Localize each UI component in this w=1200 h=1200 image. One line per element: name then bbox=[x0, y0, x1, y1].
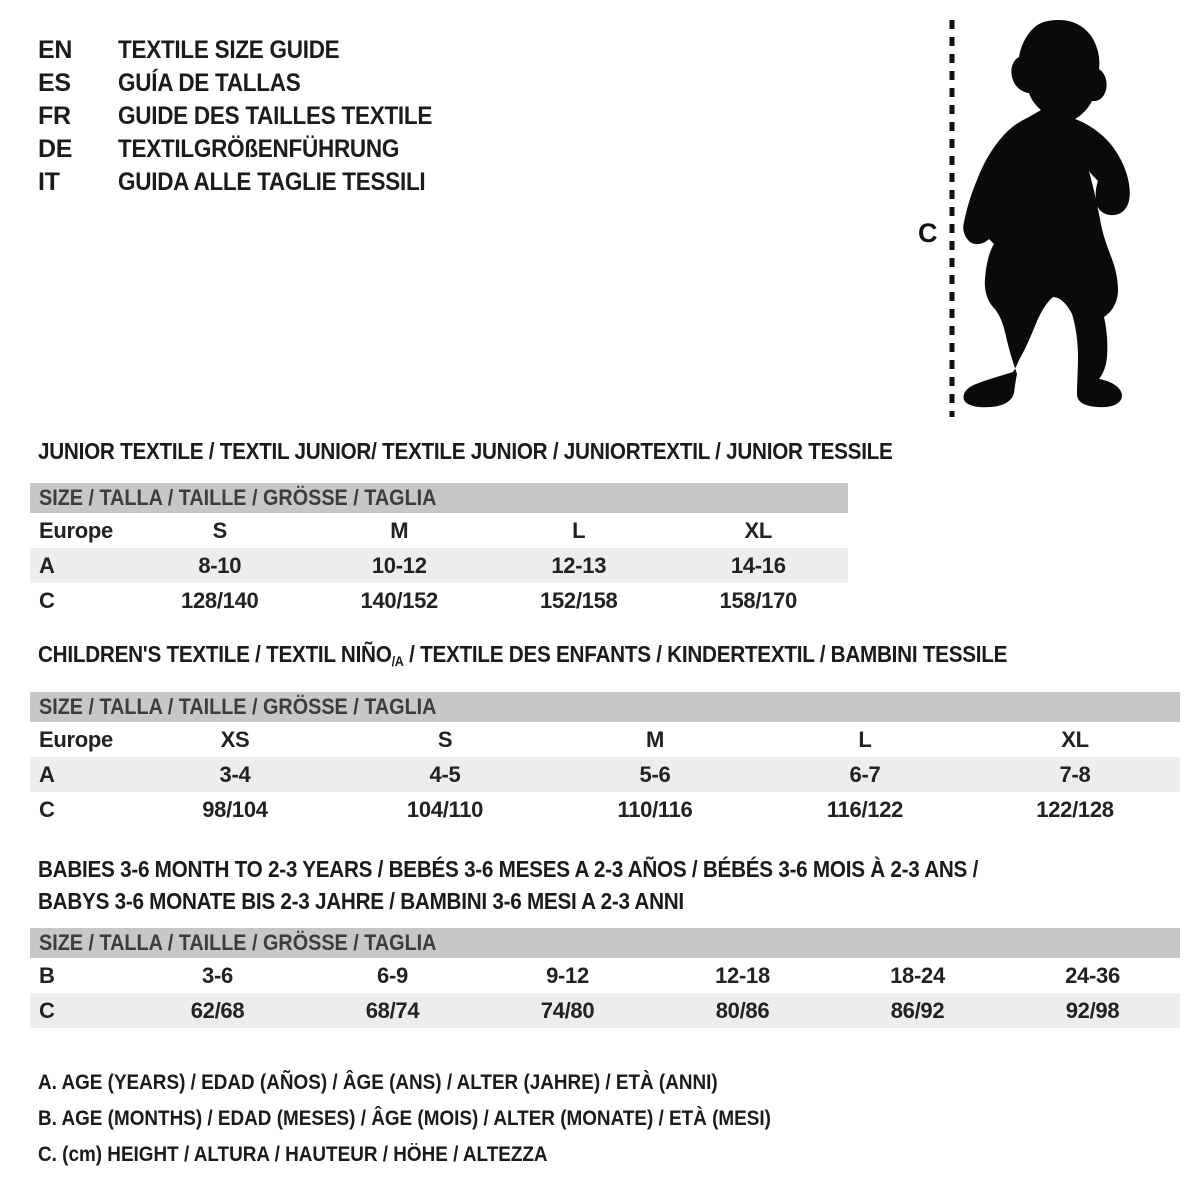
height-cell: 128/140 bbox=[181, 587, 259, 613]
row-label: A bbox=[39, 761, 55, 787]
size-header-label: SIZE / TALLA / TAILLE / GRÖSSE / TAGLIA bbox=[39, 694, 437, 719]
age-cell: 24-36 bbox=[1065, 962, 1120, 988]
size-header-label: SIZE / TALLA / TAILLE / GRÖSSE / TAGLIA bbox=[39, 485, 437, 510]
age-cell: 6-7 bbox=[849, 761, 881, 787]
row-label: C bbox=[39, 796, 55, 822]
height-cell: 140/152 bbox=[360, 587, 438, 613]
height-cell: 86/92 bbox=[890, 997, 945, 1023]
language-code: FR bbox=[38, 102, 71, 130]
height-cell: 152/158 bbox=[540, 587, 618, 613]
size-cell: S bbox=[212, 517, 227, 543]
age-cell: 4-5 bbox=[429, 761, 461, 787]
size-header-bar bbox=[30, 928, 1180, 958]
table-row bbox=[30, 548, 848, 583]
height-cell: 68/74 bbox=[365, 997, 420, 1023]
height-cell: 98/104 bbox=[202, 796, 268, 822]
table-row bbox=[30, 958, 1180, 993]
children-heading-post: / TEXTILE DES ENFANTS / KINDERTEXTIL / BAMBINI TESSILE bbox=[403, 641, 1008, 667]
row-label: C bbox=[39, 997, 55, 1023]
age-cell: 12-13 bbox=[551, 552, 607, 578]
table-row bbox=[30, 993, 1180, 1028]
row-label: Europe bbox=[39, 517, 113, 543]
junior-section-heading: JUNIOR TEXTILE / TEXTIL JUNIOR/ TEXTILE JUNIOR / JUNIORTEXTIL / JUNIOR TESSILE bbox=[38, 438, 893, 464]
language-title: GUIDE DES TAILLES TEXTILE bbox=[118, 102, 433, 130]
size-cell: S bbox=[437, 726, 453, 752]
height-cell: 158/170 bbox=[719, 587, 797, 613]
language-row bbox=[38, 100, 467, 133]
baby-figure bbox=[900, 0, 1200, 430]
age-cell: 6-9 bbox=[377, 962, 408, 988]
size-cell: XL bbox=[1061, 726, 1089, 752]
language-title-list bbox=[38, 34, 467, 199]
babies-size-table bbox=[30, 928, 1180, 1028]
size-cell: L bbox=[858, 726, 872, 752]
table-row bbox=[30, 583, 848, 618]
height-cell: 80/86 bbox=[715, 997, 770, 1023]
size-header-bar bbox=[30, 692, 1180, 722]
language-code: ES bbox=[38, 69, 71, 97]
legend-line-b: B. AGE (MONTHS) / EDAD (MESES) / ÂGE (MOIS) / ALTER (MONATE) / ETÀ (MESI) bbox=[38, 1107, 771, 1130]
legend-line-c: C. (cm) HEIGHT / ALTURA / HAUTEUR / HÖHE / ALTEZZA bbox=[38, 1143, 548, 1166]
junior-size-table bbox=[30, 483, 848, 618]
size-cell: L bbox=[572, 517, 586, 543]
height-cell: 92/98 bbox=[1065, 997, 1120, 1023]
age-cell: 7-8 bbox=[1059, 761, 1091, 787]
age-cell: 5-6 bbox=[639, 761, 671, 787]
children-size-table bbox=[30, 692, 1180, 827]
size-cell: M bbox=[390, 517, 409, 543]
language-title: TEXTILGRÖßENFÜHRUNG bbox=[118, 135, 400, 163]
age-cell: 3-6 bbox=[202, 962, 233, 988]
language-code: IT bbox=[38, 168, 60, 196]
table-row bbox=[30, 722, 1180, 757]
age-cell: 18-24 bbox=[890, 962, 945, 988]
height-cell: 110/116 bbox=[617, 796, 693, 822]
size-cell: M bbox=[645, 726, 665, 752]
babies-section-heading-line1: BABIES 3-6 MONTH TO 2-3 YEARS / BEBÉS 3-6 MESES A 2-3 AÑOS / BÉBÉS 3-6 MOIS À 2-3 ANS / bbox=[38, 856, 979, 882]
language-code: EN bbox=[38, 36, 73, 64]
language-title: GUÍA DE TALLAS bbox=[118, 69, 301, 97]
age-cell: 10-12 bbox=[371, 552, 427, 578]
size-header-bar bbox=[30, 483, 848, 513]
height-cell: 62/68 bbox=[190, 997, 245, 1023]
table-row bbox=[30, 792, 1180, 827]
height-cell: 116/122 bbox=[826, 796, 904, 822]
height-label: C bbox=[918, 218, 938, 248]
language-row bbox=[38, 34, 467, 67]
children-heading-pre: CHILDREN'S TEXTILE / TEXTIL NIÑO bbox=[38, 641, 392, 667]
children-heading-subscript: /A bbox=[391, 653, 404, 669]
language-row bbox=[38, 166, 467, 199]
baby-silhouette bbox=[963, 20, 1130, 407]
table-row bbox=[30, 757, 1180, 792]
babies-section-heading-line2: BABYS 3-6 MONATE BIS 2-3 JAHRE / BAMBINI 3-6 MESI A 2-3 ANNI bbox=[38, 888, 684, 914]
language-row bbox=[38, 133, 467, 166]
height-cell: 122/128 bbox=[1036, 796, 1114, 822]
language-row bbox=[38, 67, 467, 100]
measurement-legend bbox=[38, 1071, 1200, 1179]
table-row bbox=[30, 513, 848, 548]
height-cell: 74/80 bbox=[540, 997, 595, 1023]
row-label: A bbox=[39, 552, 55, 578]
row-label: C bbox=[39, 587, 55, 613]
row-label: Europe bbox=[39, 726, 113, 752]
height-cell: 104/110 bbox=[406, 796, 484, 822]
age-cell: 9-12 bbox=[546, 962, 589, 988]
size-header-label: SIZE / TALLA / TAILLE / GRÖSSE / TAGLIA bbox=[39, 930, 437, 955]
size-cell: XL bbox=[744, 517, 772, 543]
age-cell: 8-10 bbox=[198, 552, 242, 578]
size-cell: XS bbox=[220, 726, 250, 752]
age-cell: 14-16 bbox=[730, 552, 786, 578]
children-section-heading bbox=[38, 641, 1007, 668]
language-title: GUIDA ALLE TAGLIE TESSILI bbox=[118, 168, 426, 196]
age-cell: 12-18 bbox=[715, 962, 770, 988]
age-cell: 3-4 bbox=[219, 761, 251, 787]
language-code: DE bbox=[38, 135, 73, 163]
row-label: B bbox=[39, 962, 55, 988]
legend-line-a: A. AGE (YEARS) / EDAD (AÑOS) / ÂGE (ANS) / ALTER (JAHRE) / ETÀ (ANNI) bbox=[38, 1071, 718, 1094]
language-title: TEXTILE SIZE GUIDE bbox=[118, 36, 340, 64]
